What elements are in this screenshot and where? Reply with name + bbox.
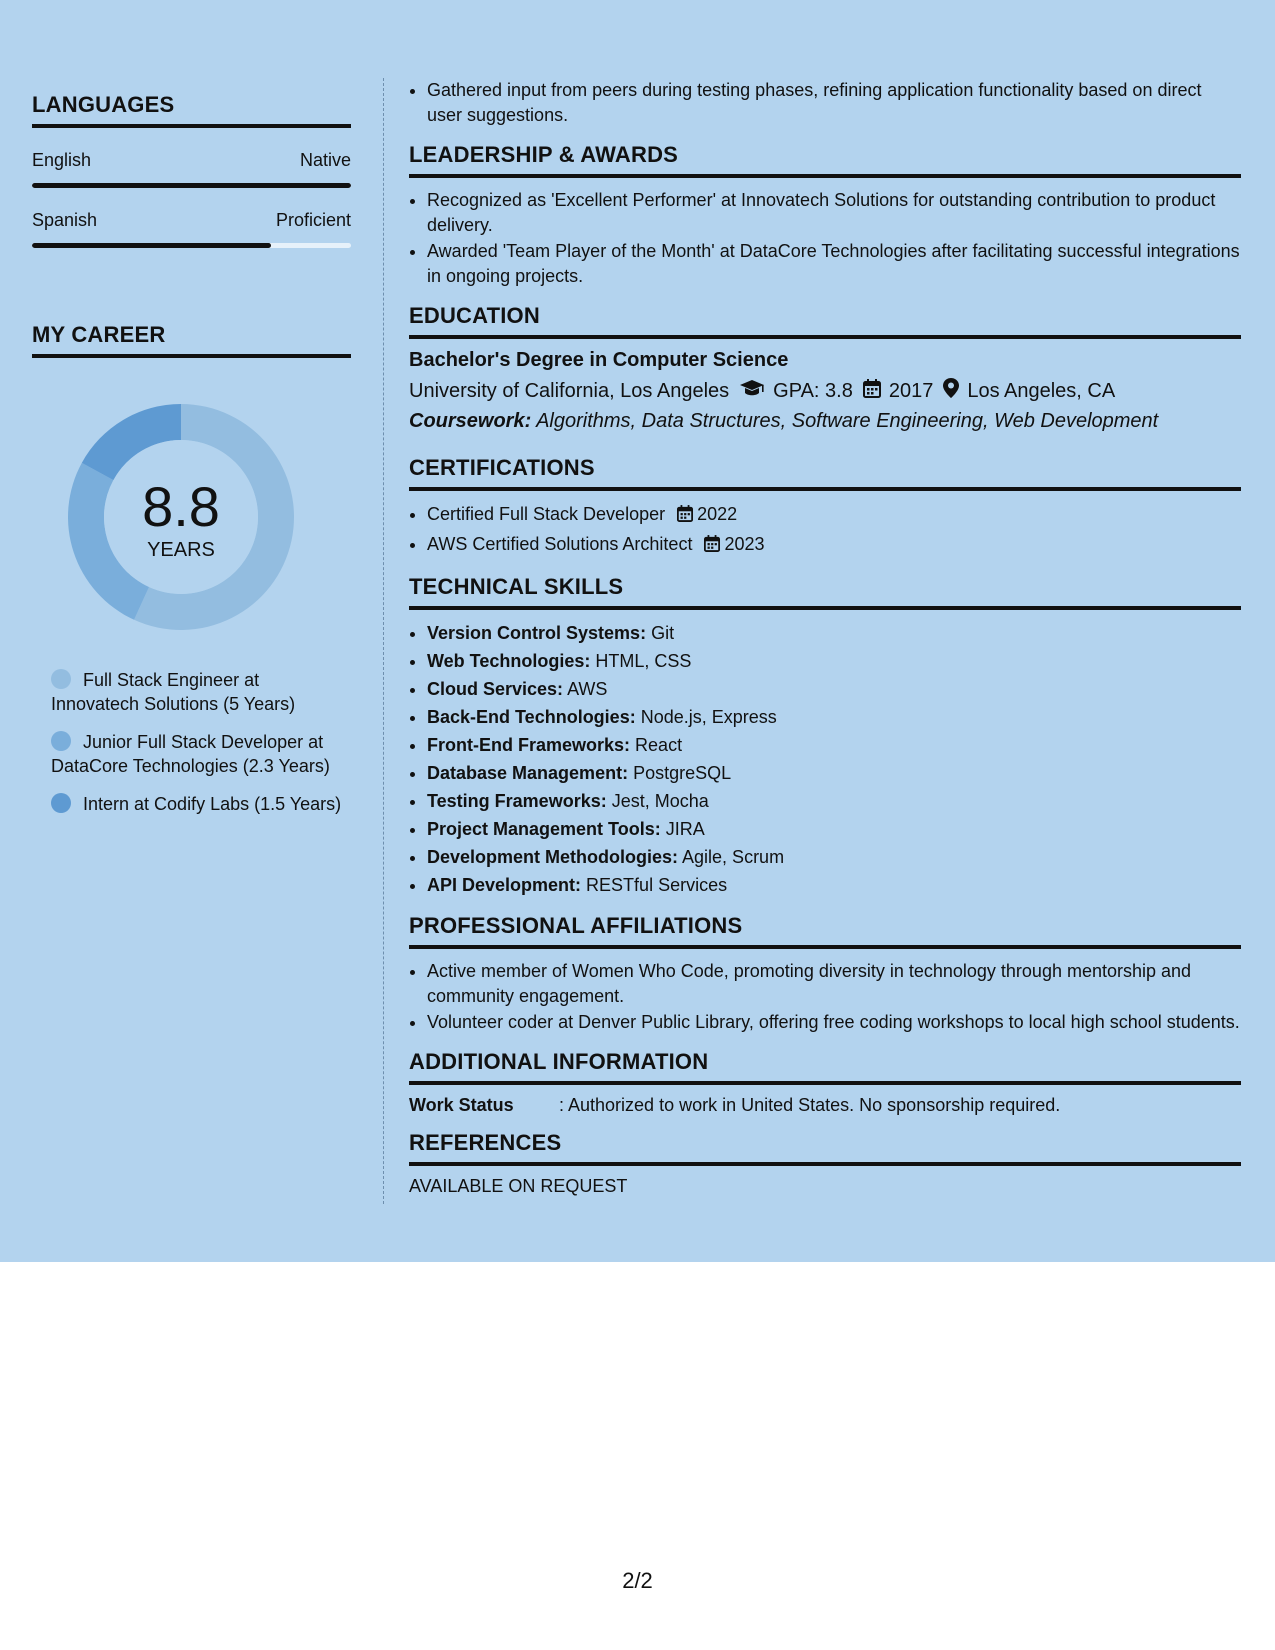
language-name: Spanish [32,210,98,230]
skill-item [427,732,1241,759]
graduation-cap-icon [739,379,765,403]
education-title: EDUCATION [409,303,1241,339]
language-proficiency-bar [32,243,351,248]
affiliations-section [409,913,1241,1035]
skill-value: Git [651,623,675,643]
additional-title: ADDITIONAL INFORMATION [409,1049,1241,1085]
leadership-item: • Recognized as 'Excellent Performer' at Innovatech Solutions for outstanding contribution to product delivery. [427,188,1241,238]
skill-item [427,620,1241,647]
legend-label: Full Stack Engineer at Innovatech Solutions (5 Years) [51,670,296,714]
career-total-unit: YEARS [147,538,215,561]
experience-bullet: • Gathered input from peers during testing phases, refining application functionality based on direct user suggestions. [427,78,1241,128]
skill-item [427,648,1241,675]
work-status-value: : Authorized to work in United States. No sponsorship required. [559,1095,1061,1115]
right-column [409,78,1241,1197]
education-degree: Bachelor's Degree in Computer Science [409,349,789,371]
skill-value: React [635,735,683,755]
skill-label: Back-End Technologies: [427,707,636,727]
skill-value: HTML, CSS [595,651,692,671]
leadership-title: LEADERSHIP & AWARDS [409,142,1241,178]
certification-name: AWS Certified Solutions Architect [427,534,693,554]
education-details [409,378,1241,404]
legend-swatch [51,669,71,689]
additional-section [409,1049,1241,1116]
legend-swatch [51,793,71,813]
affiliation-item: • Volunteer coder at Denver Public Library, offering free coding workshops to local high school students. [427,1010,1241,1035]
language-level: Proficient [275,210,351,230]
skill-value: JIRA [665,819,705,839]
page-number: 2/2 [622,1568,653,1593]
languages-title: LANGUAGES [32,92,351,128]
column-divider [383,78,384,1204]
education-gpa: GPA: 3.8 [773,379,853,402]
skill-item [427,760,1241,787]
skill-item [427,872,1241,899]
career-legend [32,668,351,816]
skills-title: TECHNICAL SKILLS [409,574,1241,610]
skill-label: Version Control Systems: [427,623,647,643]
leadership-section [409,142,1241,289]
leadership-list [409,188,1241,289]
certifications-list [409,501,1241,560]
skill-label: Testing Frameworks: [427,791,607,811]
skill-label: Web Technologies: [427,651,591,671]
skills-list [409,620,1241,899]
skill-item [427,676,1241,703]
education-section [409,303,1241,433]
legend-label: Intern at Codify Labs (1.5 Years) [83,794,342,814]
calendar-icon [704,533,720,560]
coursework-label: Coursework: [409,410,532,432]
skill-item [427,788,1241,815]
career-total-years: 8.8 [142,474,220,538]
legend-item [51,668,351,716]
skill-label: Project Management Tools: [427,819,661,839]
skill-value: AWS [567,679,608,699]
education-school: University of California, Los Angeles [409,379,730,402]
legend-swatch [51,731,71,751]
language-item [32,210,351,248]
references-title: REFERENCES [409,1130,1241,1166]
language-level: Native [299,150,351,170]
career-donut-chart [66,402,296,632]
legend-item [51,730,351,778]
work-status-label: Work Status [409,1095,514,1115]
references-section [409,1130,1241,1197]
work-status-row [409,1095,1241,1116]
languages-section [32,92,351,248]
skill-label: Database Management: [427,763,629,783]
left-column [32,92,351,830]
calendar-icon [863,379,881,404]
education-location: Los Angeles, CA [967,379,1116,402]
skill-value: Jest, Mocha [611,791,709,811]
language-proficiency-bar [32,183,351,188]
certification-item [427,501,1241,530]
education-coursework [409,410,1241,433]
language-item [32,150,351,188]
skill-value: PostgreSQL [633,763,732,783]
legend-label: Junior Full Stack Developer at DataCore Technologies (2.3 Years) [51,732,330,776]
donut-center [66,402,296,632]
certification-year: 2023 [724,534,765,554]
certification-name: Certified Full Stack Developer [427,504,666,524]
certification-year: 2022 [697,504,738,524]
skill-value: RESTful Services [586,875,728,895]
skill-item [427,844,1241,871]
career-section [32,322,351,816]
references-text: AVAILABLE ON REQUEST [409,1176,628,1196]
experience-tail-list [409,78,1241,128]
calendar-icon [677,503,693,530]
affiliation-item: • Active member of Women Who Code, promoting diversity in technology through mentorship and community engagement. [427,959,1241,1009]
language-proficiency-fill [32,183,351,188]
skill-value: Agile, Scrum [682,847,785,867]
skills-section [409,574,1241,899]
skill-item [427,816,1241,843]
leadership-item: • Awarded 'Team Player of the Month' at DataCore Technologies after facilitating successful integrations in ongoing projects. [427,239,1241,289]
skill-label: Cloud Services: [427,679,564,699]
skill-label: API Development: [427,875,582,895]
legend-item [51,792,351,816]
skill-item [427,704,1241,731]
language-name: English [32,150,92,170]
coursework-value: Algorithms, Data Structures, Software Engineering, Web Development [536,410,1159,432]
certification-item [427,531,1241,560]
skill-value: Node.js, Express [640,707,777,727]
skill-label: Front-End Frameworks: [427,735,631,755]
certifications-section [409,455,1241,560]
skill-label: Development Methodologies: [427,847,679,867]
affiliations-title: PROFESSIONAL AFFILIATIONS [409,913,1241,949]
certifications-title: CERTIFICATIONS [409,455,1241,491]
affiliations-list [409,959,1241,1035]
language-proficiency-fill [32,243,271,248]
education-year: 2017 [888,379,934,402]
career-title: MY CAREER [32,322,351,358]
map-pin-icon [943,378,959,404]
